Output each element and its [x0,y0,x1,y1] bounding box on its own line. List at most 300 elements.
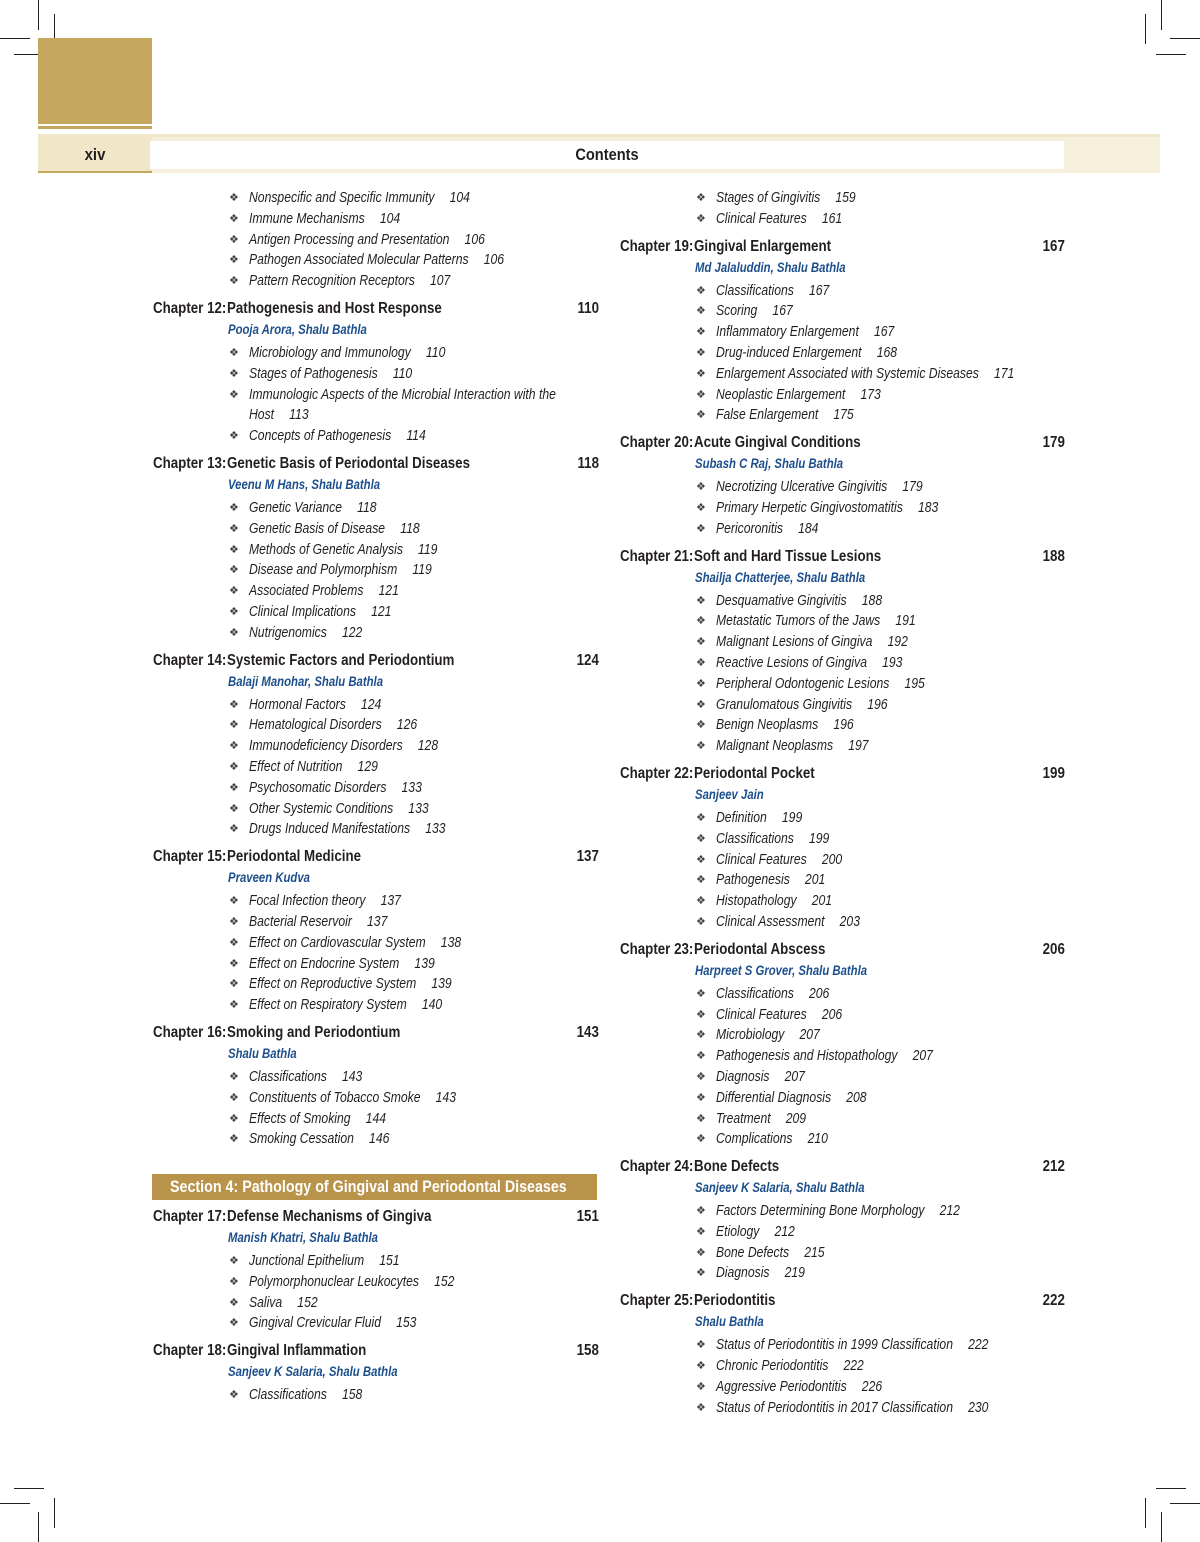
topic-item[interactable] [153,995,599,1016]
topic-item[interactable] [153,581,599,602]
topic-item[interactable] [153,933,599,954]
chapter-label: Chapter 16: [153,1023,227,1041]
bullet-icon: ❖ [229,212,239,225]
topic-title [249,271,450,292]
topic-item[interactable] [153,364,599,385]
topic-item[interactable] [153,560,599,581]
topic-title [249,343,445,364]
topic-title-text: Hematological Disorders [249,717,382,734]
chapter-heading[interactable] [620,939,1065,961]
topic-page: 191 [895,613,916,630]
topic-title [249,364,412,385]
topic-item[interactable] [153,209,599,230]
topic-item[interactable] [620,653,1065,674]
topic-title [716,1067,805,1088]
topic-title [716,829,829,850]
topic-page: 167 [808,282,830,299]
topic-item[interactable] [620,1088,1065,1109]
bullet-icon: ❖ [229,936,239,949]
topic-item[interactable] [620,1243,1065,1264]
running-head: Contents [575,145,639,164]
topic-title [716,209,842,230]
topic-item[interactable] [153,974,599,995]
topic-item[interactable] [153,385,599,427]
topic-page: 209 [785,1110,807,1127]
topic-item[interactable] [620,281,1065,302]
chapter-label: Chapter 24: [620,1158,694,1176]
topic-item[interactable] [153,799,599,820]
topic-item[interactable] [620,1398,1065,1419]
chapter-entry [153,846,599,1016]
topic-title [249,799,429,820]
topic-page: 199 [808,830,830,847]
topic-item[interactable] [153,1109,599,1130]
bullet-icon: ❖ [229,522,239,535]
bullet-icon: ❖ [696,1070,706,1083]
topic-title [716,850,842,871]
topic-page: 179 [902,479,923,496]
chapter-label: Chapter 25: [620,1292,694,1310]
crop-mark [1170,38,1200,39]
crop-mark [1156,1488,1186,1489]
topic-title [249,695,381,716]
bullet-icon: ❖ [229,719,239,732]
chapter-title: Systemic Factors and Periodontium [227,651,455,669]
topic-item[interactable] [620,1263,1065,1284]
topic-item[interactable] [620,498,1065,519]
topic-page: 158 [341,1387,363,1404]
chapter-authors: Pooja Arora, Shalu Bathla [228,321,367,337]
topic-title [716,1005,842,1026]
topic-page: 222 [968,1337,989,1354]
topic-title [716,385,881,406]
chapter-page: 206 [1042,940,1065,958]
topic-item[interactable] [153,736,599,757]
topic-item[interactable] [153,757,599,778]
topic-list [153,1385,599,1406]
bullet-icon: ❖ [229,233,239,246]
topic-title-text: Junctional Epithelium [249,1253,365,1270]
topic-title-text: Classifications [716,830,794,847]
bullet-icon: ❖ [696,212,706,225]
topic-item[interactable] [153,519,599,540]
chapter-heading[interactable] [620,546,1065,568]
topic-item[interactable] [153,271,599,292]
topic-item[interactable] [620,477,1065,498]
topic-item[interactable] [153,250,599,271]
topic-title-text: Immunologic Aspects of the Microbial Interaction with the Host [249,386,556,424]
topic-item[interactable] [153,1385,599,1406]
bullet-icon: ❖ [696,1360,706,1373]
chapter-title: Gingival Inflammation [227,1342,367,1360]
topic-title [249,819,446,840]
topic-page: 110 [392,365,413,382]
chapter-title: Periodontal Pocket [694,764,815,782]
chapter-page: 110 [577,299,599,317]
topic-item[interactable] [153,1129,599,1150]
topic-item[interactable] [620,695,1065,716]
topic-title-text: Immunodeficiency Disorders [249,738,403,755]
topic-title [716,188,856,209]
topic-title-text: False Enlargement [716,407,819,424]
topic-title [716,674,925,695]
topic-page: 203 [839,913,860,930]
chapter-authors: Shalu Bathla [695,1314,764,1330]
topic-item[interactable] [620,850,1065,871]
topic-title [716,1335,988,1356]
bullet-icon: ❖ [229,1255,239,1268]
topic-item[interactable] [620,715,1065,736]
topic-title-text: Effect on Respiratory System [249,997,407,1014]
topic-list [153,1067,599,1150]
crop-mark [54,1498,55,1528]
bullet-icon: ❖ [229,275,239,288]
bullet-icon: ❖ [229,254,239,267]
topic-item[interactable] [620,188,1065,209]
topic-title [716,1046,933,1067]
topic-page: 107 [430,273,451,290]
topic-item[interactable] [153,695,599,716]
topic-item[interactable] [153,1293,599,1314]
chapter-heading[interactable] [153,1340,599,1362]
topic-page: 173 [860,386,881,403]
bullet-icon: ❖ [696,305,706,318]
topic-item[interactable] [620,1222,1065,1243]
bullet-icon: ❖ [696,915,706,928]
topic-page: 140 [421,997,443,1014]
topic-title [249,188,470,209]
topic-title-text: Pathogen Associated Molecular Patterns [249,252,469,269]
bullet-icon: ❖ [696,656,706,669]
topic-item[interactable] [620,870,1065,891]
topic-title [249,1272,454,1293]
topic-item[interactable] [620,1335,1065,1356]
topic-item[interactable] [620,405,1065,426]
chapter-authors: Sanjeev K Salaria, Shalu Bathla [695,1180,865,1196]
topic-list [153,343,599,447]
topic-item[interactable] [153,426,599,447]
topic-item[interactable] [620,736,1065,757]
topic-item[interactable] [620,984,1065,1005]
topic-item[interactable] [620,591,1065,612]
topic-page: 151 [379,1253,400,1270]
topic-page: 215 [804,1244,825,1261]
bullet-icon: ❖ [229,823,239,836]
bullet-icon: ❖ [696,388,706,401]
chapter-label: Chapter 17: [153,1208,227,1226]
topic-page: 167 [873,324,895,341]
bullet-icon: ❖ [696,367,706,380]
chapter-label: Chapter 20: [620,434,694,452]
bullet-icon: ❖ [696,832,706,845]
topic-title-text: Reactive Lesions of Gingiva [716,654,867,671]
topic-item[interactable] [620,808,1065,829]
bullet-icon: ❖ [229,1112,239,1125]
topic-item[interactable] [153,891,599,912]
chapter-heading[interactable] [620,763,1065,785]
topic-page: 153 [396,1315,417,1332]
topic-page: 144 [365,1110,386,1127]
topic-title [249,1067,362,1088]
chapter-page: 118 [577,454,599,472]
bullet-icon: ❖ [696,1205,706,1218]
topic-page: 133 [408,800,429,817]
topic-title [249,995,442,1016]
topic-page: 143 [341,1068,363,1085]
topic-item[interactable] [153,498,599,519]
topic-page: 175 [833,407,854,424]
topic-page: 195 [904,675,925,692]
topic-list [153,498,599,644]
topic-page: 137 [367,913,388,930]
chapter-heading[interactable] [620,1290,1065,1312]
chapter-list [153,298,599,1150]
chapter-authors: Veenu M Hans, Shalu Bathla [228,476,381,492]
topic-title-text: Enlargement Associated with Systemic Diseases [716,365,979,382]
chapter-list [620,236,1065,1419]
topic-title [249,623,362,644]
chapter-page: 199 [1042,764,1065,782]
topic-title [249,778,422,799]
crop-mark [0,1503,30,1504]
topic-title-text: Inflammatory Enlargement [716,324,859,341]
bullet-icon: ❖ [229,760,239,773]
topic-item[interactable] [153,1313,599,1334]
bullet-icon: ❖ [696,895,706,908]
section-heading[interactable] [152,1174,597,1200]
topic-title [249,1385,362,1406]
topic-item[interactable] [153,715,599,736]
chapter-title: Periodontal Medicine [227,848,362,866]
topic-title-text: Primary Herpetic Gingivostomatitis [716,499,903,516]
crop-mark [1145,14,1146,44]
topic-title [716,405,854,426]
chapter-entry [620,1290,1065,1418]
topic-item[interactable] [620,209,1065,230]
topic-page: 119 [418,541,438,558]
chapter-heading[interactable] [153,453,599,475]
topic-item[interactable] [620,1377,1065,1398]
chapter-label: Chapter 13: [153,454,227,472]
topic-page: 201 [811,893,833,910]
topic-page: 206 [821,1006,843,1023]
bullet-icon: ❖ [696,677,706,690]
chapter-heading[interactable] [153,298,599,320]
bullet-icon: ❖ [229,740,239,753]
topic-item[interactable] [620,891,1065,912]
topic-page: 104 [379,210,401,227]
topic-title-text: Effects of Smoking [249,1110,351,1127]
topic-item[interactable] [620,1046,1065,1067]
topic-title [716,364,1014,385]
bullet-icon: ❖ [229,346,239,359]
topic-page: 133 [425,821,446,838]
topic-page: 106 [483,252,505,269]
topic-title-text: Diagnosis [716,1265,770,1282]
topic-item[interactable] [620,611,1065,632]
bullet-icon: ❖ [696,284,706,297]
topic-item[interactable] [153,540,599,561]
chapter-title: Genetic Basis of Periodontal Diseases [227,454,471,472]
bullet-icon: ❖ [229,978,239,991]
topic-title [249,974,452,995]
bullet-icon: ❖ [229,1091,239,1104]
topic-page: 159 [835,190,856,206]
topic-title-text: Genetic Variance [249,499,342,516]
topic-title [249,250,504,271]
topic-item[interactable] [620,322,1065,343]
crop-mark [14,1488,44,1489]
topic-item[interactable] [620,1025,1065,1046]
topic-title-text: Psychosomatic Disorders [249,779,387,796]
topic-title-text: Drugs Induced Manifestations [249,821,411,838]
topic-title-text: Clinical Assessment [716,913,825,930]
bullet-icon: ❖ [229,781,239,794]
bullet-icon: ❖ [229,1133,239,1146]
chapter-authors: Sanjeev Jain [695,786,764,802]
topic-list [620,1201,1065,1284]
topic-page: 161 [821,210,843,227]
chapter-authors: Subash C Raj, Shalu Bathla [695,456,844,472]
topic-title-text: Classifications [249,1387,327,1404]
bullet-icon: ❖ [229,1070,239,1083]
topic-page: 118 [357,499,377,516]
chapter-page: 143 [576,1023,599,1041]
topic-title-text: Nonspecific and Specific Immunity [249,190,435,206]
topic-item[interactable] [620,1201,1065,1222]
topic-title [249,1293,318,1314]
topic-title-text: Associated Problems [249,583,364,600]
topic-title [249,715,417,736]
topic-item[interactable] [620,1356,1065,1377]
topic-item[interactable] [153,1251,599,1272]
topic-item[interactable] [620,674,1065,695]
topic-item[interactable] [620,829,1065,850]
topic-title-text: Classifications [716,985,794,1002]
topic-title [716,984,829,1005]
chapter-authors: Praveen Kudva [228,870,310,886]
topic-title-text: Immune Mechanisms [249,210,365,227]
topic-title [716,891,832,912]
topic-item[interactable] [620,632,1065,653]
topic-page: 168 [876,344,898,361]
bullet-icon: ❖ [696,1267,706,1280]
chapter-entry [620,1156,1065,1284]
topic-title-text: Constituents of Tobacco Smoke [249,1089,421,1106]
topic-item[interactable] [153,1088,599,1109]
topic-item[interactable] [620,385,1065,406]
chapter-heading[interactable] [620,236,1065,258]
topic-title [716,1088,867,1109]
topic-item[interactable] [153,912,599,933]
topic-page: 206 [808,985,830,1002]
topic-item[interactable] [620,912,1065,933]
topic-title [716,736,869,757]
topic-item[interactable] [153,778,599,799]
topic-title-text: Pathogenesis [716,872,790,889]
topic-list [620,281,1065,427]
chapter-heading[interactable] [153,1206,599,1228]
topic-title-text: Concepts of Pathogenesis [249,428,392,445]
topic-title-text: Saliva [249,1294,283,1311]
chapter-entry [153,1206,599,1334]
topic-item[interactable] [153,188,599,209]
chapter-label: Chapter 23: [620,940,694,958]
bullet-icon: ❖ [696,698,706,711]
topic-title [249,498,377,519]
topic-title [249,385,568,427]
chapter-heading[interactable] [153,846,599,868]
topic-item[interactable] [153,1272,599,1293]
chapter-entry [153,1022,599,1150]
topic-item[interactable] [620,1129,1065,1150]
chapter-page: 137 [576,848,599,866]
chapter-page: 179 [1042,434,1065,452]
topic-title-text: Smoking Cessation [249,1131,354,1148]
topic-item[interactable] [620,364,1065,385]
chapter-title: Acute Gingival Conditions [694,434,861,452]
topic-page: 226 [861,1378,883,1395]
chapter-heading[interactable] [153,1022,599,1044]
topic-title [716,1109,806,1130]
chapter-heading[interactable] [620,432,1065,454]
topic-page: 104 [449,190,470,206]
topic-item[interactable] [620,301,1065,322]
topic-title [716,912,860,933]
chapter-authors: Harpreet S Grover, Shalu Bathla [695,962,868,978]
topic-item[interactable] [620,1067,1065,1088]
chapter-page: 158 [576,1342,599,1360]
topic-title [249,230,485,251]
topic-item[interactable] [153,954,599,975]
topic-title-text: Diagnosis [716,1068,770,1085]
bullet-icon: ❖ [696,594,706,607]
topic-item[interactable] [153,343,599,364]
topic-page: 200 [821,851,843,868]
chapter-entry [620,763,1065,933]
crop-mark [1170,1503,1200,1504]
topic-item[interactable] [620,519,1065,540]
topic-item[interactable] [620,343,1065,364]
toc-left-column [153,186,599,1406]
topic-title [716,1243,825,1264]
topic-title-text: Pattern Recognition Receptors [249,273,415,290]
chapter-title: Bone Defects [694,1158,780,1176]
bullet-icon: ❖ [229,1317,239,1330]
topic-title-text: Drug-induced Enlargement [716,344,862,361]
chapter-authors: Shailja Chatterjee, Shalu Bathla [695,569,866,585]
bullet-icon: ❖ [229,430,239,443]
chapter-heading[interactable] [620,1156,1065,1178]
header-gold-block [38,38,152,124]
topic-title [249,602,391,623]
bullet-icon: ❖ [696,192,706,204]
topic-page: 212 [774,1223,795,1240]
topic-item[interactable] [153,230,599,251]
topic-item[interactable] [153,819,599,840]
topic-item[interactable] [153,623,599,644]
topic-title-text: Definition [716,809,767,826]
topic-item[interactable] [153,1067,599,1088]
page-number: xiv [84,145,106,164]
chapter-heading[interactable] [153,650,599,672]
topic-item[interactable] [620,1005,1065,1026]
continued-topic-list [620,188,1065,230]
chapter-entry [153,298,599,447]
topic-item[interactable] [153,602,599,623]
topic-title-text: Complications [716,1131,793,1148]
topic-item[interactable] [620,1109,1065,1130]
